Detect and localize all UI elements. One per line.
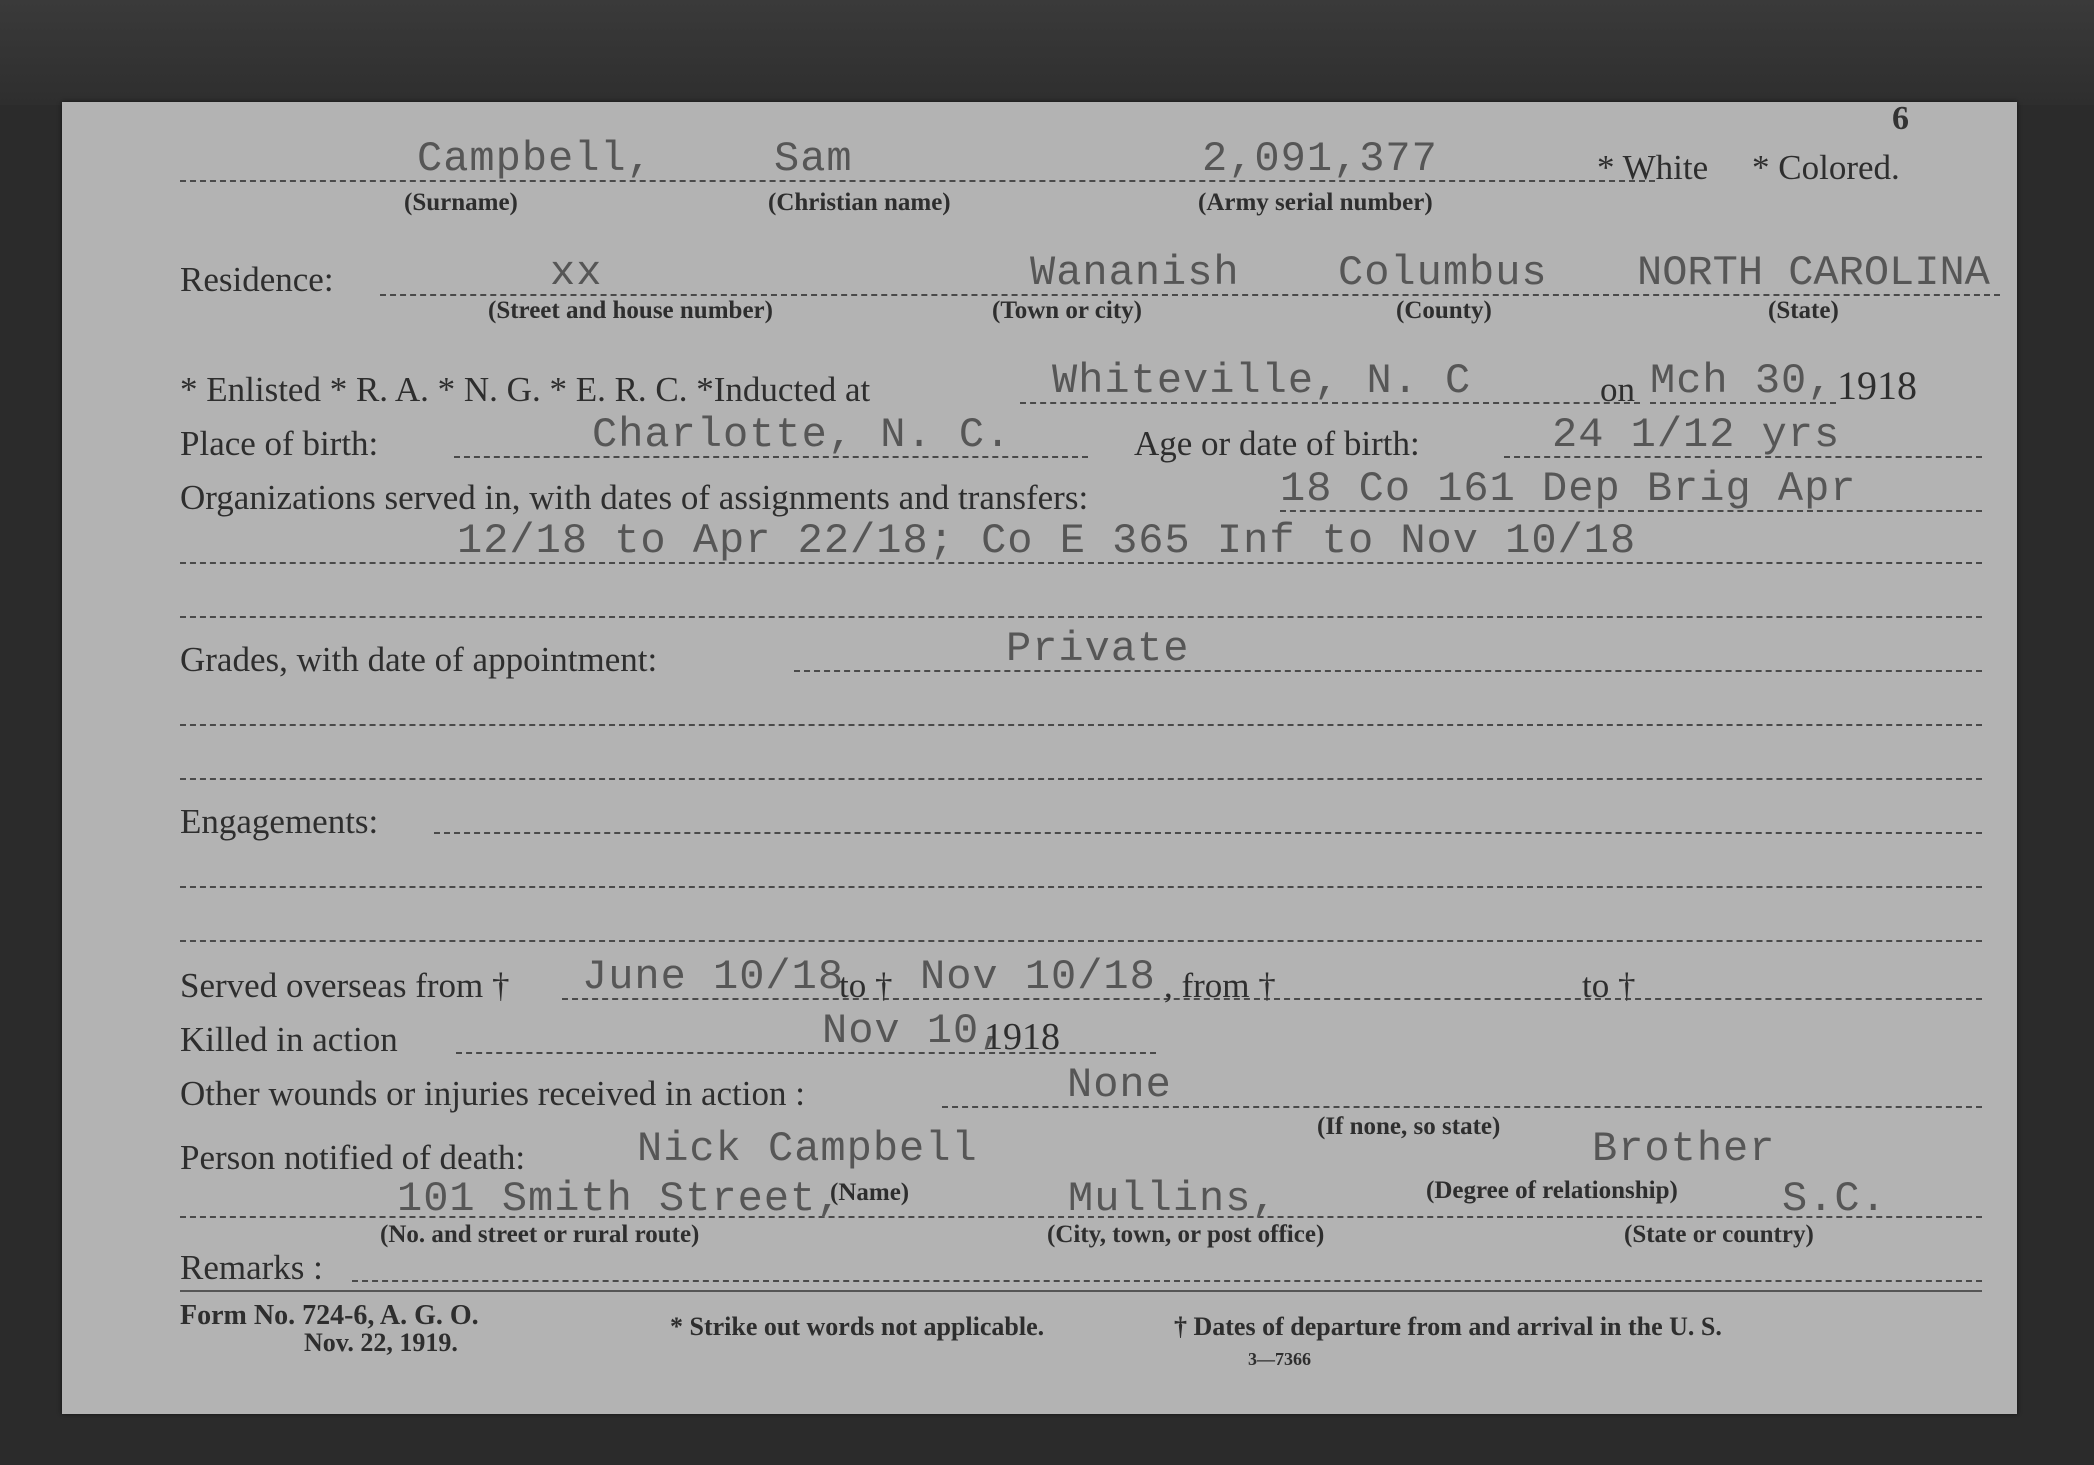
dates-note: † Dates of departure from and arrival in the U. S. xyxy=(1174,1312,1722,1341)
notified-city-value: Mullins, xyxy=(1068,1175,1278,1223)
notified-state-caption: (State or country) xyxy=(1624,1221,1814,1248)
killed-label: Killed in action xyxy=(180,1020,398,1059)
engagements-line-1 xyxy=(434,832,1982,834)
inducted-date-line xyxy=(1650,402,1836,404)
state-value: NORTH CAROLINA xyxy=(1637,249,1990,297)
overseas-to-label: to † xyxy=(839,966,893,1005)
organizations-value-2: 12/18 to Apr 22/18; Co E 365 Inf to Nov 10/18 xyxy=(457,517,1637,565)
overseas-to2-label: to † xyxy=(1582,966,1636,1005)
town-value: Wananish xyxy=(1030,249,1240,297)
inducted-date-value: Mch 30, xyxy=(1650,357,1834,405)
notified-street-value: 101 Smith Street, xyxy=(397,1175,843,1223)
killed-value: Nov 10, xyxy=(822,1007,1006,1055)
organizations-label: Organizations served in, with dates of assignments and transfers: xyxy=(180,478,1089,517)
street-caption: (Street and house number) xyxy=(488,297,773,324)
engagements-label: Engagements: xyxy=(180,802,379,841)
service-record-card xyxy=(62,102,2017,1414)
on-label: on xyxy=(1600,370,1635,409)
christian-name-value: Sam xyxy=(774,135,853,183)
remarks-label: Remarks : xyxy=(180,1248,323,1287)
notified-state-value: S.C. xyxy=(1782,1175,1887,1223)
overseas-from2-label: , from † xyxy=(1164,966,1276,1005)
grades-line-2 xyxy=(180,724,1982,726)
notified-label: Person notified of death: xyxy=(180,1138,526,1177)
remarks-line xyxy=(352,1280,1982,1282)
wounds-caption: (If none, so state) xyxy=(1317,1113,1501,1140)
white-option: * White xyxy=(1597,148,1709,187)
killed-year-value: 1918 xyxy=(984,1016,1060,1058)
serial-number-value: 2,091,377 xyxy=(1202,135,1438,183)
grades-label: Grades, with date of appointment: xyxy=(180,640,658,679)
page-number: 6 xyxy=(1892,100,1909,137)
form-number: Form No. 724-6, A. G. O. xyxy=(180,1300,479,1331)
inducted-place-value: Whiteville, N. C xyxy=(1052,357,1472,405)
place-of-birth-value: Charlotte, N. C. xyxy=(592,411,1012,459)
residence-label: Residence: xyxy=(180,260,334,299)
print-code: 3—7366 xyxy=(1248,1349,1311,1369)
relationship-value: Brother xyxy=(1592,1125,1776,1173)
notified-name-value: Nick Campbell xyxy=(637,1125,978,1173)
strike-out-note: * Strike out words not applicable. xyxy=(670,1312,1045,1341)
colored-option: * Colored. xyxy=(1752,148,1900,187)
overseas-to-value: Nov 10/18 xyxy=(920,953,1156,1001)
scan-background xyxy=(0,0,2094,105)
surname-caption: (Surname) xyxy=(404,189,518,216)
engagements-line-3 xyxy=(180,940,1982,942)
enlistment-label: * Enlisted * R. A. * N. G. * E. R. C. *Inducted at xyxy=(180,370,871,409)
age-value: 24 1/12 yrs xyxy=(1552,411,1841,459)
organizations-line-3 xyxy=(180,616,1982,618)
county-value: Columbus xyxy=(1338,249,1548,297)
organizations-value-1: 18 Co 161 Dep Brig Apr xyxy=(1280,465,1857,513)
christian-name-caption: (Christian name) xyxy=(768,189,951,216)
surname-value: Campbell, xyxy=(417,135,653,183)
footer-rule xyxy=(180,1290,1982,1292)
overseas-from-value: June 10/18 xyxy=(582,953,845,1001)
grades-line-3 xyxy=(180,778,1982,780)
inducted-year-value: 1918 xyxy=(1837,363,1917,408)
street-value: xx xyxy=(550,249,603,297)
place-of-birth-label: Place of birth: xyxy=(180,424,379,463)
notified-street-caption: (No. and street or rural route) xyxy=(380,1221,700,1248)
state-caption: (State) xyxy=(1768,297,1839,324)
overseas-label: Served overseas from † xyxy=(180,966,510,1005)
town-caption: (Town or city) xyxy=(992,297,1142,324)
grades-value: Private xyxy=(1006,625,1190,673)
age-label: Age or date of birth: xyxy=(1134,424,1420,463)
form-date: Nov. 22, 1919. xyxy=(304,1328,458,1357)
notified-city-caption: (City, town, or post office) xyxy=(1047,1221,1325,1248)
relationship-caption: (Degree of relationship) xyxy=(1426,1177,1678,1204)
wounds-label: Other wounds or injuries received in action : xyxy=(180,1074,805,1113)
county-caption: (County) xyxy=(1396,297,1492,324)
wounds-value: None xyxy=(1067,1061,1172,1109)
notified-name-caption: (Name) xyxy=(830,1179,910,1206)
engagements-line-2 xyxy=(180,886,1982,888)
serial-number-caption: (Army serial number) xyxy=(1198,189,1433,216)
grades-line-1 xyxy=(794,670,1982,672)
